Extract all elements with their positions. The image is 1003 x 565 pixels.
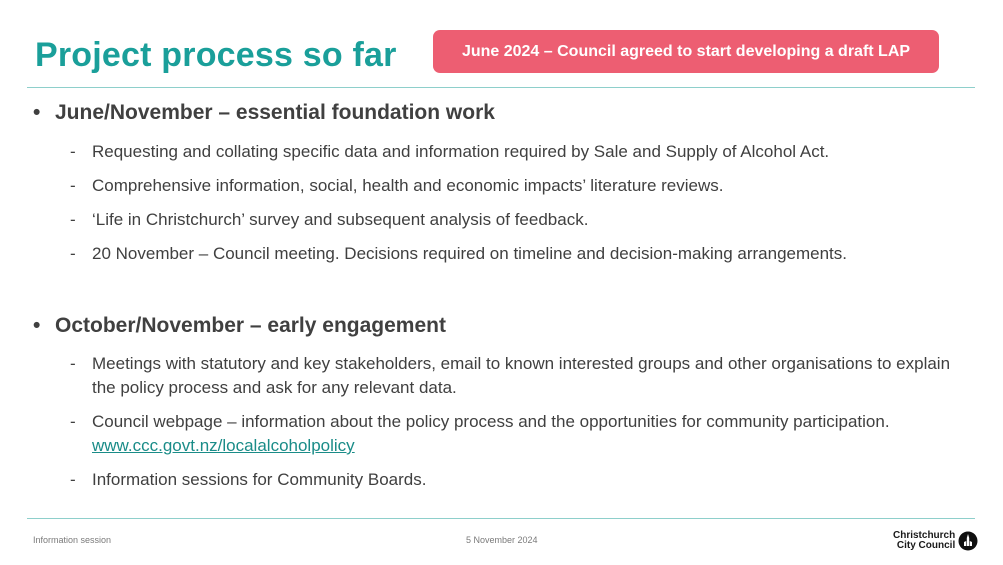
footer-session-label: Information session [33, 535, 112, 545]
christchurch-cathedral-icon [958, 531, 978, 551]
dash-marker: - [70, 210, 76, 229]
foundation-item-list [70, 140, 975, 276]
dash-marker: - [70, 412, 76, 431]
dash-marker: - [70, 470, 76, 489]
list-item [70, 174, 975, 198]
section-heading-text: October/November – early engagement [55, 314, 446, 337]
local-alcohol-policy-link[interactable]: www.ccc.govt.nz/localalcoholpolicy [92, 436, 355, 455]
page-title: Project process so far [35, 36, 397, 74]
dash-marker: - [70, 354, 76, 373]
header-divider [27, 87, 975, 88]
list-item-text: Information sessions for Community Boards. [92, 470, 427, 489]
list-item [70, 468, 975, 492]
list-item [70, 352, 975, 400]
logo-line-2: City Council [896, 540, 956, 551]
section-heading-engagement [33, 314, 446, 338]
list-item [70, 242, 975, 266]
list-item-text: Comprehensive information, social, health and economic impacts’ literature reviews. [92, 176, 724, 195]
bullet: • [33, 314, 41, 337]
bullet: • [33, 101, 41, 124]
engagement-item-list [70, 352, 975, 502]
dash-marker: - [70, 142, 76, 161]
list-item-text: 20 November – Council meeting. Decisions required on timeline and decision-making arrangements. [92, 244, 847, 263]
list-item [70, 140, 975, 164]
list-item [70, 208, 975, 232]
council-logo [893, 531, 978, 551]
list-item-text: Council webpage – information about the policy process and the opportunities for community participation. [92, 412, 890, 431]
section-heading-text: June/November – essential foundation work [55, 101, 495, 124]
dash-marker: - [70, 176, 76, 195]
section-heading-foundation [33, 101, 495, 125]
list-item-text: ‘Life in Christchurch’ survey and subsequent analysis of feedback. [92, 210, 589, 229]
list-item [70, 410, 975, 458]
date-callout-badge: June 2024 – Council agreed to start developing a draft LAP [433, 30, 939, 73]
logo-line-1: Christchurch [893, 530, 956, 541]
footer-divider [27, 518, 975, 519]
dash-marker: - [70, 244, 76, 263]
list-item-text: Meetings with statutory and key stakeholders, email to known interested groups and other organisations to explain the policy process and ask for any relevant data. [92, 354, 951, 397]
logo-text [893, 531, 955, 551]
list-item-text: Requesting and collating specific data and information required by Sale and Supply of Alcohol Act. [92, 142, 830, 161]
footer-date: 5 November 2024 [466, 535, 538, 545]
